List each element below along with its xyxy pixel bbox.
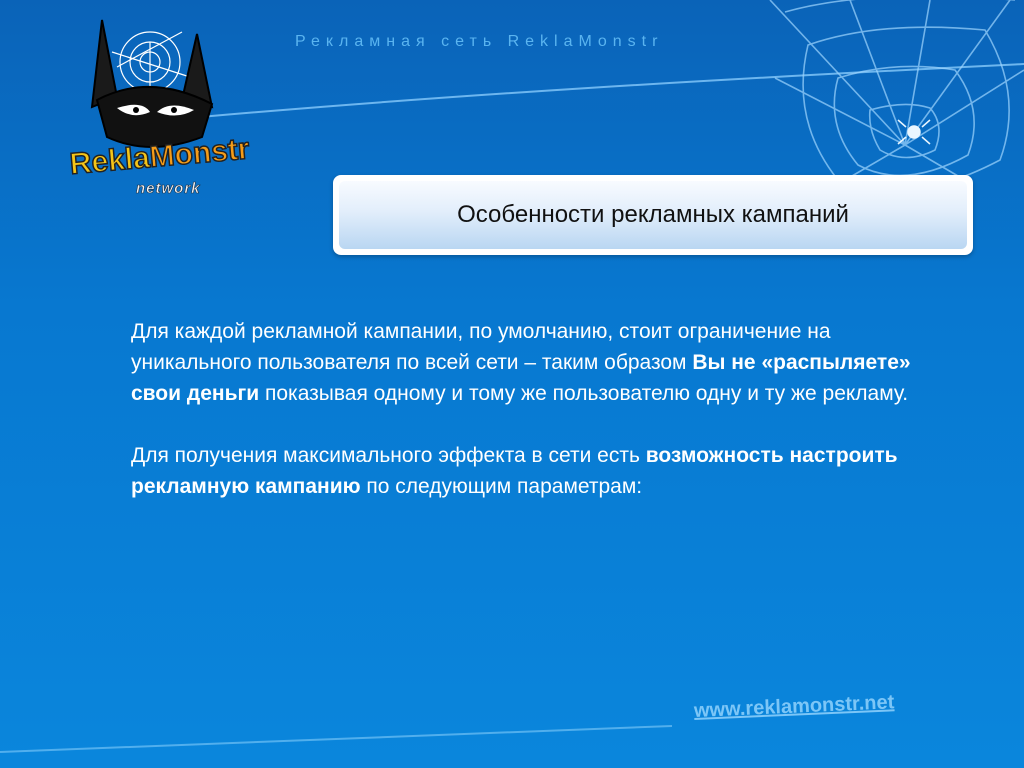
slide-title: Особенности рекламных кампаний [457,201,849,228]
paragraph-1 [131,316,941,409]
paragraph-2-start: Для получения максимального эффекта в сети есть [131,444,646,467]
paragraph-2-end: по следующим параметрам: [360,475,643,498]
website-link[interactable]: www.reklamonstr.net [693,691,895,722]
paragraph-1-end: показывая одному и тому же пользователю одну и ту же рекламу. [259,382,909,405]
top-caption: Рекламная сеть ReklaMonstr [295,33,664,50]
spider-web-graphic [770,0,1024,191]
logo-subtitle: network [136,180,201,197]
title-inner [339,181,967,249]
logo-wordmark-part1: Rekla [68,141,152,181]
title-box [333,175,973,255]
paragraph-2-bold: возможность настроить рекламную кампанию [131,444,898,498]
paragraph-1-bold: Вы не «распыляете» свои деньги [131,351,911,405]
paragraph-2 [131,440,941,502]
paragraph-1-start: Для каждой рекламной кампании, по умолчанию, стоит ограничение на уникального пользователя по всей сети – таким образом [131,320,831,374]
body-text [131,316,941,502]
logo-wordmark-part2: Monstr [148,132,251,174]
